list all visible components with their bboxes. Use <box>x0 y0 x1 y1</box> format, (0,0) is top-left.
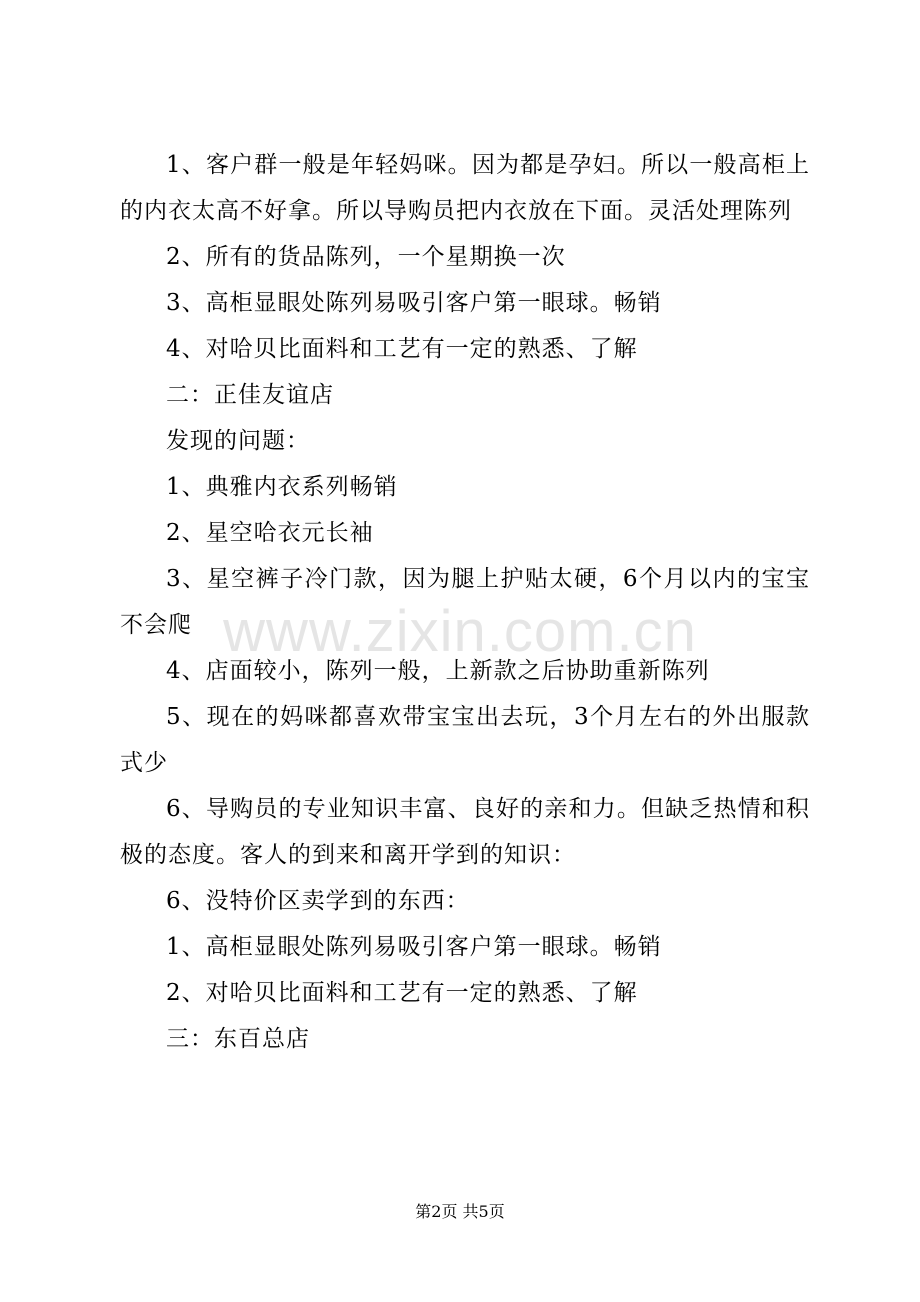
paragraph: 3、星空裤子冷门款，因为腿上护贴太硬，6个月以内的宝宝不会爬 <box>120 566 810 638</box>
paragraph: 5、现在的妈咪都喜欢带宝宝出去玩，3个月左右的外出服款式少 <box>120 704 810 776</box>
document-body <box>120 142 810 1062</box>
paragraph: 1、典雅内衣系列畅销 <box>166 474 398 500</box>
watermark: www.zixin.com.cn <box>223 599 697 664</box>
paragraph: 6、没特价区卖学到的东西： <box>166 888 470 914</box>
paragraph: 2、所有的货品陈列，一个星期换一次 <box>166 244 566 270</box>
paragraph: 4、店面较小，陈列一般，上新款之后协助重新陈列 <box>166 658 710 684</box>
paragraph: 2、星空哈衣元长袖 <box>166 520 374 546</box>
subheading: 发现的问题： <box>166 428 310 454</box>
paragraph: 1、客户群一般是年轻妈咪。因为都是孕妇。所以一般高柜上的内衣太高不好拿。所以导购员把内衣放在下面。灵活处理陈列 <box>120 152 810 224</box>
page-footer: 第2页 共5页 <box>415 1202 505 1221</box>
paragraph: 1、高柜显眼处陈列易吸引客户第一眼球。畅销 <box>166 934 662 960</box>
paragraph: 6、导购员的专业知识丰富、良好的亲和力。但缺乏热情和积极的态度。客人的到来和离开学到的知识： <box>120 796 810 868</box>
paragraph: 2、对哈贝比面料和工艺有一定的熟悉、了解 <box>166 980 638 1006</box>
section-heading: 三：东百总店 <box>166 1026 310 1052</box>
paragraph: 4、对哈贝比面料和工艺有一定的熟悉、了解 <box>166 336 638 362</box>
paragraph: 3、高柜显眼处陈列易吸引客户第一眼球。畅销 <box>166 290 662 316</box>
section-heading: 二：正佳友谊店 <box>166 382 334 408</box>
